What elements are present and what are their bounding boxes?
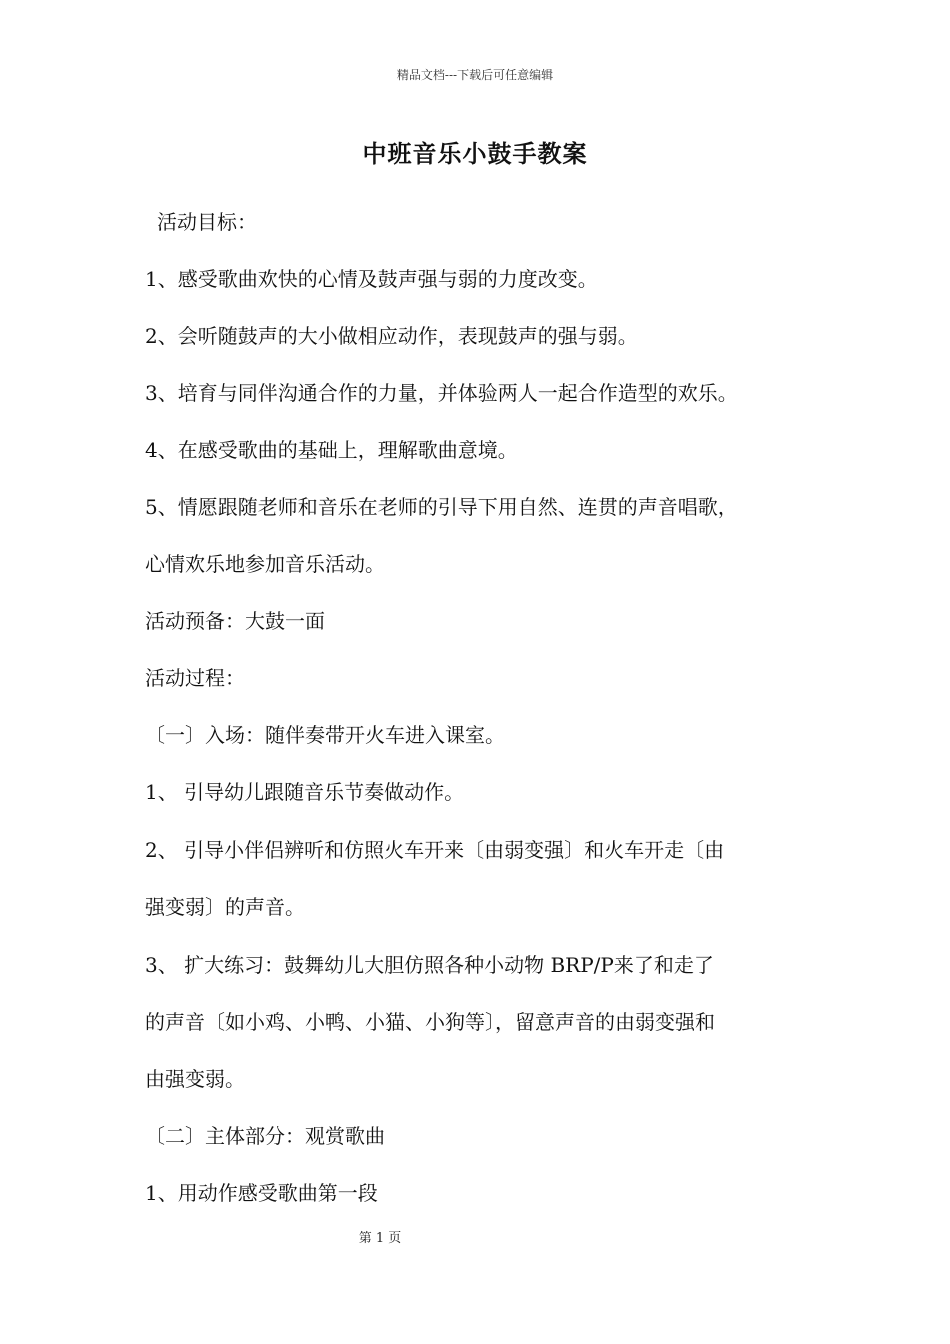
body-line: 2、会听随鼓声的大小做相应动作，表现鼓声的强与弱。 [145, 324, 638, 348]
body-line: 1、用动作感受歌曲第一段 [145, 1181, 378, 1205]
body-line: 3、培育与同伴沟通合作的力量，并体验两人一起合作造型的欢乐。 [145, 381, 738, 405]
body-line: 2、 引导小伴侣辨听和仿照火车开来〔由弱变强〕和火车开走〔由 [145, 838, 725, 862]
body-line: 1、 引导幼儿跟随音乐节奏做动作。 [145, 780, 465, 804]
body-line: 心情欢乐地参加音乐活动。 [145, 552, 385, 576]
body-line: 〔二〕主体部分：观赏歌曲 [145, 1124, 385, 1148]
document-title: 中班音乐小鼓手教案 [362, 139, 588, 168]
body-line: 活动预备：大鼓一面 [145, 609, 325, 633]
body-line: 4、在感受歌曲的基础上，理解歌曲意境。 [145, 438, 518, 462]
body-line: 由强变弱。 [145, 1067, 245, 1091]
body-line: 活动目标： [157, 210, 257, 234]
body-line: 3、 扩大练习：鼓舞幼儿大胆仿照各种小动物 BRP/P来了和走了 [145, 953, 714, 977]
body-line: 活动过程： [145, 666, 245, 690]
body-line: 强变弱〕的声音。 [145, 895, 305, 919]
body-line: 1、感受歌曲欢快的心情及鼓声强与弱的力度改变。 [145, 267, 598, 291]
header-note: 精品文档---下载后可任意编辑 [396, 68, 554, 82]
body-line: 的声音〔如小鸡、小鸭、小猫、小狗等〕，留意声音的由弱变强和 [145, 1010, 715, 1034]
body-line: 5、情愿跟随老师和音乐在老师的引导下用自然、连贯的声音唱歌， [145, 495, 738, 519]
body-line: 〔一〕入场：随伴奏带开火车进入课室。 [145, 723, 505, 747]
page-number: 第 1 页 [358, 1231, 402, 1246]
